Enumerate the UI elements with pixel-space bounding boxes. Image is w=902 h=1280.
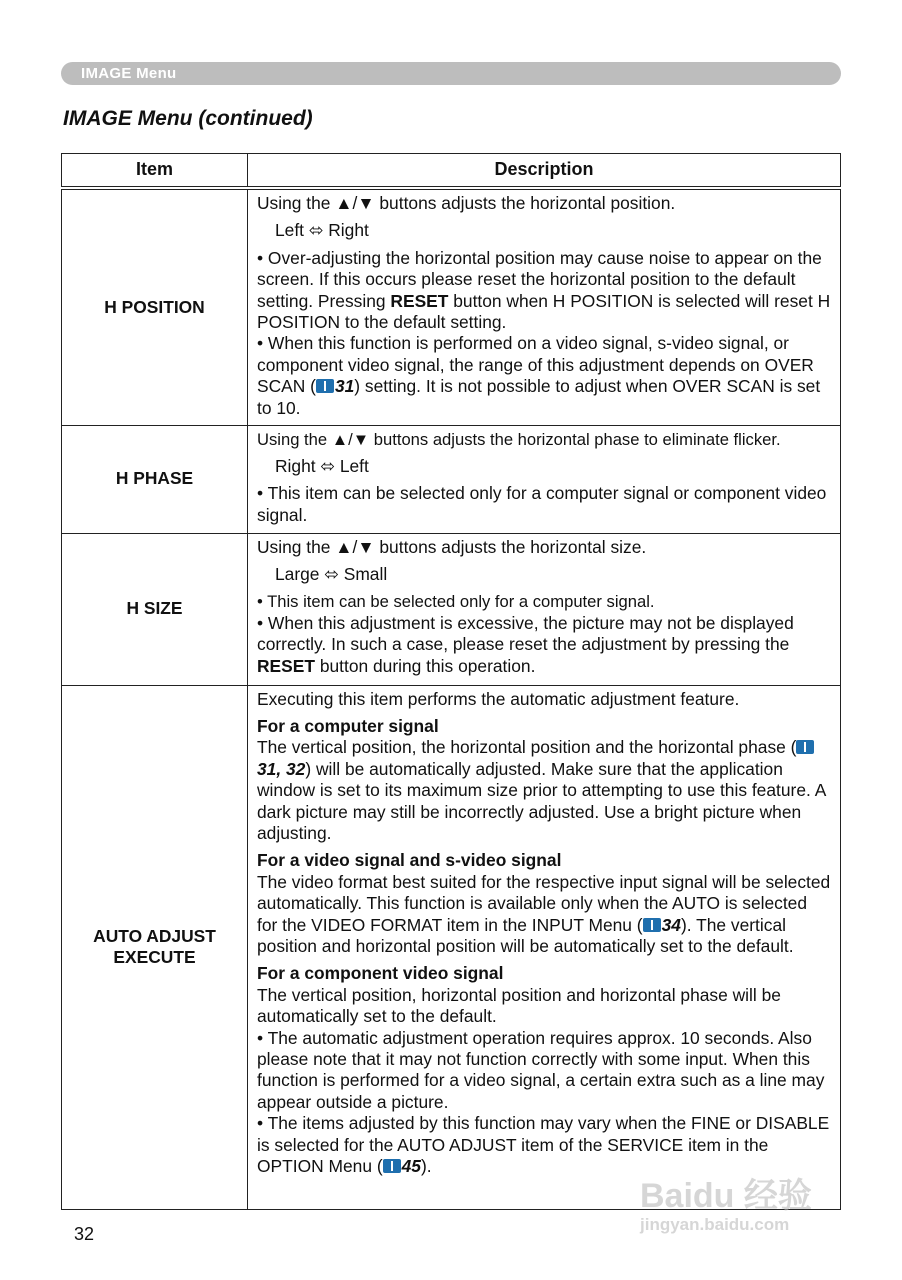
table-header-row: [62, 154, 841, 189]
item-description: [248, 425, 841, 533]
text: Large ⬄ Small: [275, 563, 388, 584]
table-row: [62, 425, 841, 533]
description-paragraph: [257, 613, 832, 677]
description-paragraph: [257, 456, 832, 477]
image-menu-table: [61, 153, 841, 1210]
text: Executing this item performs the automatic adjustment feature.: [257, 688, 740, 709]
page-reference[interactable]: [383, 1156, 421, 1176]
page-reference[interactable]: [643, 915, 681, 935]
book-icon: [383, 1159, 401, 1173]
description-paragraph: [257, 872, 832, 958]
item-name-line: H SIZE: [126, 598, 183, 619]
description-paragraph: [257, 537, 832, 558]
description-paragraph: [257, 429, 832, 450]
book-icon: [316, 379, 334, 393]
text: • When this function is performed on a video signal, s-video signal, or component video signal, the range of this adjustment depends on OVER SCAN (: [257, 333, 814, 397]
text: • When this adjustment is excessive, the picture may not be displayed correctly. In such a case, please reset the adjustment by pressing the: [257, 612, 794, 655]
description-paragraph: [257, 985, 832, 1028]
table-row: [62, 188, 841, 425]
text: ).: [420, 1156, 432, 1177]
text: • This item can be selected only for a computer signal.: [257, 592, 655, 612]
text: ) setting. It is not possible to adjust when OVER SCAN is set to 10.: [257, 376, 821, 418]
section-banner: [61, 62, 841, 85]
text: • Over-adjusting the horizontal position may cause noise to appear on the screen. If this occurs please reset the horizontal position to the default setting. Pressing: [257, 247, 822, 311]
description-paragraph: [257, 248, 832, 334]
book-icon: [796, 740, 814, 754]
section-label: IMAGE Menu: [81, 65, 177, 82]
reference-page: 34: [661, 914, 681, 935]
description-paragraph: [257, 1028, 832, 1114]
text: button when H POSITION is selected will reset H POSITION to the default setting.: [257, 290, 831, 333]
text: Using the ▲/▼ buttons adjusts the horizontal size.: [257, 536, 647, 557]
description-paragraph: [257, 850, 832, 871]
text: The vertical position, horizontal position and horizontal phase will be automatically set to the default.: [257, 984, 781, 1027]
reference-page: 31, 32: [257, 758, 306, 779]
bold-text: For a computer signal: [257, 715, 439, 736]
item-description: [248, 533, 841, 685]
item-name-line: AUTO ADJUST: [93, 925, 216, 946]
description-paragraph: [257, 193, 832, 214]
description-paragraph: [257, 689, 832, 710]
text: button during this operation.: [314, 655, 536, 676]
item-description: [248, 685, 841, 1209]
table-row: [62, 533, 841, 685]
bold-text: RESET: [257, 655, 315, 676]
description-paragraph: [257, 591, 832, 612]
description-paragraph: [257, 220, 832, 241]
column-header-item: Item: [62, 154, 248, 189]
description-paragraph: [257, 737, 832, 844]
text: Left ⬄ Right: [275, 220, 369, 241]
text: Using the ▲/▼ buttons adjusts the horizontal phase to eliminate flicker.: [257, 429, 781, 449]
item-name: [62, 533, 248, 685]
description-paragraph: [257, 333, 832, 419]
description-paragraph: [257, 483, 832, 526]
reference-page: 31: [334, 376, 355, 397]
text: The video format best suited for the respective input signal will be selected automatically. This function is available only when the AUTO is selected for the VIDEO FORMAT item in the INPUT Menu (: [257, 871, 831, 935]
item-name: [62, 425, 248, 533]
description-paragraph: [257, 963, 832, 984]
item-name-line: EXECUTE: [113, 947, 196, 967]
column-header-description: Description: [248, 154, 841, 189]
text: ) will be automatically adjusted. Make sure that the application window is set to its maximum size prior to attempting to use this feature. A dark picture may still be incorrectly adjusted. Use a bright picture when adjusting.: [257, 758, 826, 843]
item-name: [62, 685, 248, 1209]
text: • The automatic adjustment operation requires approx. 10 seconds. Also please note that it may not function correctly with some input. When this function is performed for a video signal, a certain extra such as a line may appear outside a picture.: [257, 1027, 825, 1112]
description-paragraph: [257, 564, 832, 585]
text: • This item can be selected only for a computer signal or component video signal.: [257, 483, 827, 525]
watermark-logo: Baidu 经验 jingyan.baidu.com: [640, 1177, 812, 1234]
item-name: [62, 188, 248, 425]
table-row: [62, 685, 841, 1209]
text: • The items adjusted by this function may vary when the FINE or DISABLE is selected for the AUTO ADJUST item of the SERVICE item in the OPTION Menu (: [257, 1113, 830, 1177]
bold-text: For a video signal and s-video signal: [257, 850, 562, 871]
text: Right ⬄ Left: [275, 455, 369, 476]
text: ). The vertical position and horizontal position will be automatically set to the default.: [257, 914, 794, 956]
page-number: 32: [74, 1224, 95, 1244]
description-paragraph: [257, 716, 832, 737]
bold-text: RESET: [390, 290, 449, 311]
text: Using the ▲/▼ buttons adjusts the horizontal position.: [257, 193, 676, 213]
item-description: [248, 188, 841, 425]
book-icon: [643, 918, 661, 932]
text: The vertical position, the horizontal position and the horizontal phase (: [257, 737, 797, 758]
bold-text: For a component video signal: [257, 963, 504, 984]
item-name-line: H POSITION: [104, 296, 205, 317]
page-reference[interactable]: [316, 376, 354, 396]
page-title: IMAGE Menu (continued): [63, 107, 313, 130]
reference-page: 45: [401, 1156, 421, 1177]
item-name-line: H PHASE: [115, 468, 194, 489]
